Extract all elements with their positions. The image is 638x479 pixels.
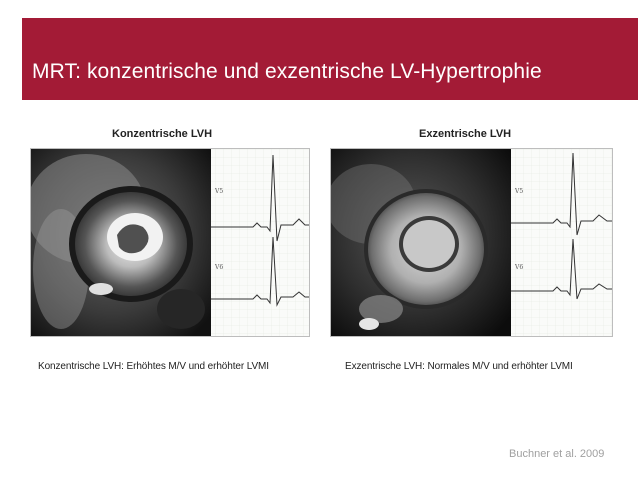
concentric-lvh-figure: [30, 148, 310, 337]
right-column-heading: Exzentrische LVH: [419, 128, 512, 140]
citation: Buchner et al. 2009: [509, 448, 605, 460]
mri-concentric-image: [31, 149, 211, 337]
slide-title: MRT: konzentrische und exzentrische LV-Hypertrophie: [32, 60, 542, 83]
left-column-heading: Konzentrische LVH: [112, 128, 213, 140]
left-caption: Konzentrische LVH: Erhöhtes M/V und erhöhter LVMI: [38, 361, 269, 372]
ecg-lead-label-v5: V5: [215, 188, 224, 195]
ecg-lead-label-v5: V5: [515, 188, 524, 195]
mri-eccentric-image: [331, 149, 511, 337]
eccentric-lvh-figure: [330, 148, 613, 337]
ecg-eccentric-trace: [511, 149, 613, 337]
right-caption: Exzentrische LVH: Normales M/V und erhöhter LVMI: [345, 361, 573, 372]
title-bar: [22, 18, 638, 100]
ecg-concentric-trace: [211, 149, 310, 337]
ecg-lead-label-v6: V6: [515, 264, 524, 271]
ecg-lead-label-v6: V6: [215, 264, 224, 271]
